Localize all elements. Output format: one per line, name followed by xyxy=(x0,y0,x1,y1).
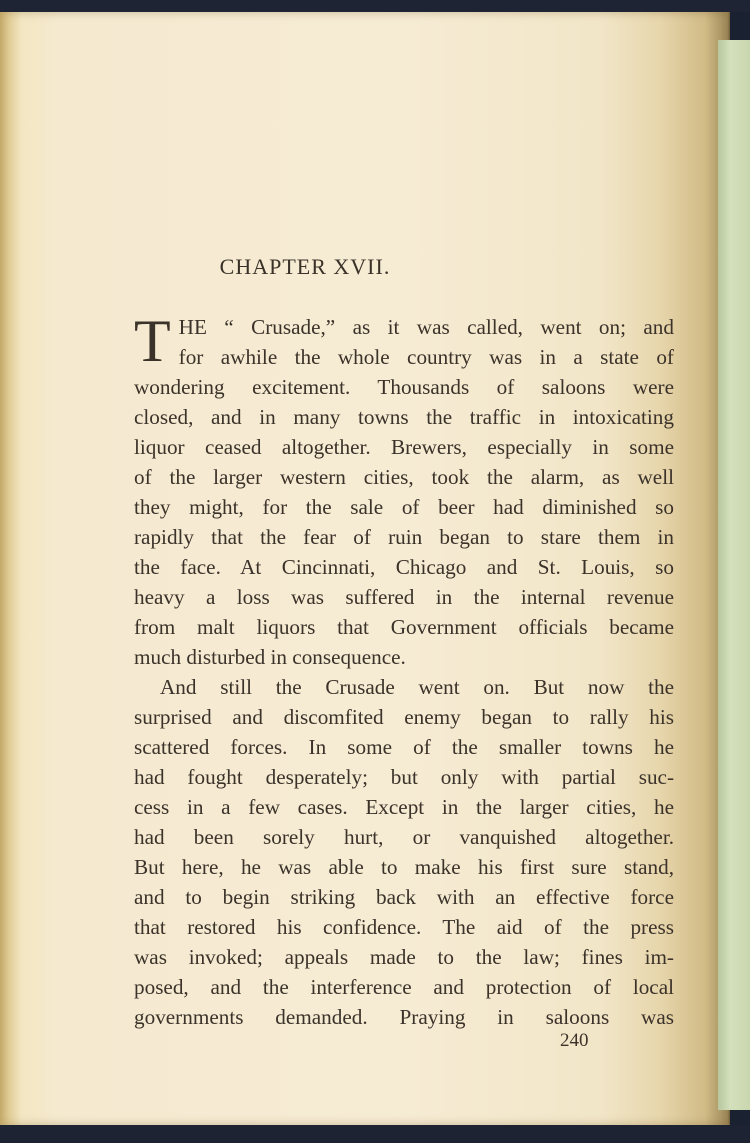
cover-board-edge xyxy=(718,40,750,1110)
text-line: and to begin striking back with an effective force xyxy=(134,885,674,909)
text-line: much disturbed in consequence. xyxy=(134,645,406,669)
text-line: liquor ceased altogether. Brewers, especially in some xyxy=(134,435,674,459)
text-line: they might, for the sale of beer had diminished so xyxy=(134,495,674,519)
text-line: HE “ Crusade,” as it was called, went on; and xyxy=(178,315,674,339)
text-line: And still the Crusade went on. But now the xyxy=(160,675,674,699)
text-line: of the larger western cities, took the alarm, as well xyxy=(134,465,674,489)
text-line: closed, and in many towns the traffic in intoxicating xyxy=(134,405,674,429)
chapter-heading xyxy=(0,254,750,280)
text-line: posed, and the interference and protection of local xyxy=(134,975,674,999)
text-line: governments demanded. Praying in saloons was xyxy=(134,1005,674,1029)
text-line: had been sorely hurt, or vanquished altogether. xyxy=(134,825,674,849)
text-line: had fought desperately; but only with partial suc- xyxy=(134,765,674,789)
text-line: surprised and discomfited enemy began to rally his xyxy=(134,705,674,729)
text-line: scattered forces. In some of the smaller towns he xyxy=(134,735,674,759)
text-line: cess in a few cases. Except in the larger cities, he xyxy=(134,795,674,819)
text-line: the face. At Cincinnati, Chicago and St. Louis, so xyxy=(134,555,674,579)
bottom-background xyxy=(0,1125,750,1143)
text-line: heavy a loss was suffered in the internal revenue xyxy=(134,585,674,609)
text-line: rapidly that the fear of ruin began to stare them in xyxy=(134,525,674,549)
body-text xyxy=(134,308,674,1032)
text-line: for awhile the whole country was in a state of xyxy=(178,345,674,369)
top-background xyxy=(0,0,750,12)
text-line: that restored his confidence. The aid of the press xyxy=(134,915,674,939)
text-line: was invoked; appeals made to the law; fines im- xyxy=(134,945,674,969)
page-gutter-shadow xyxy=(0,10,22,1127)
drop-cap: T xyxy=(134,308,171,374)
page-number: 240 xyxy=(560,1030,589,1051)
chapter-title: CHAPTER XVII. xyxy=(219,254,391,279)
text-line: But here, he was able to make his first sure stand, xyxy=(134,855,674,879)
text-line: wondering excitement. Thousands of saloons were xyxy=(134,375,674,399)
text-line: from malt liquors that Government officials became xyxy=(134,615,674,639)
